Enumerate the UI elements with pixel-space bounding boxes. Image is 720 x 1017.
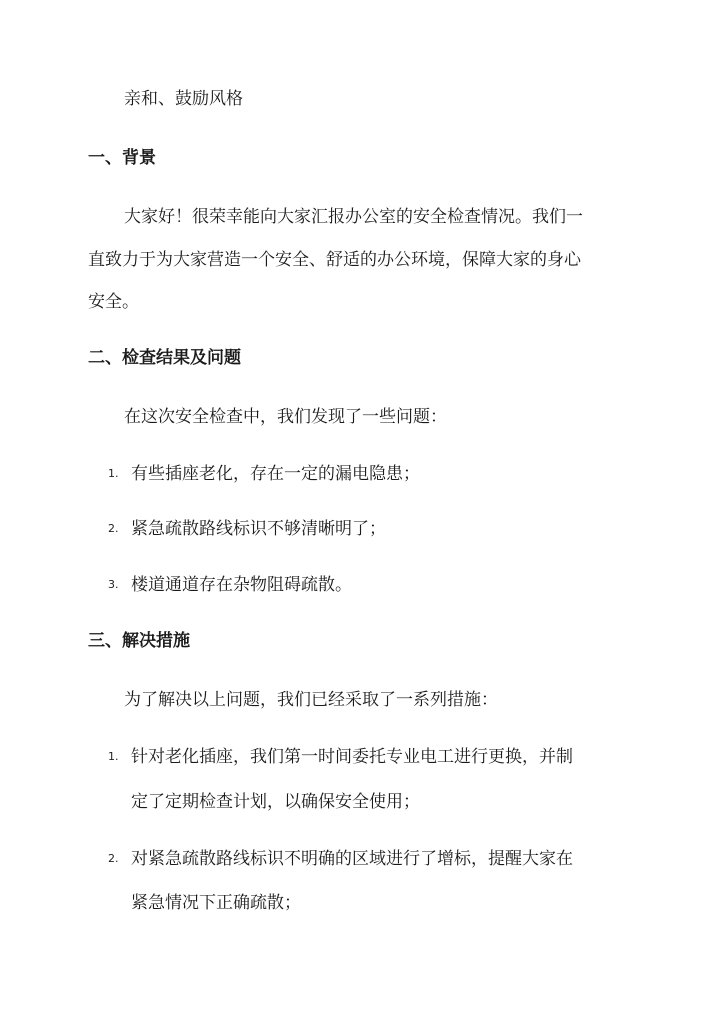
paragraph-line: 为了解决以上问题，我们已经采取了一系列措施： (124, 690, 498, 710)
list-item: 楼道通道存在杂物阻碍疏散。 (131, 575, 352, 595)
list-number: 2. (108, 852, 119, 865)
list-number: 2. (108, 522, 119, 535)
list-item: 对紧急疏散路线标识不明确的区域进行了增标，提醒大家在 (131, 849, 573, 869)
section-heading-solutions: 三、解决措施 (88, 631, 190, 651)
list-number: 1. (108, 467, 119, 480)
style-note: 亲和、鼓励风格 (124, 89, 243, 109)
paragraph-line: 安全。 (88, 292, 139, 312)
list-item: 紧急疏散路线标识不够清晰明了； (131, 519, 386, 539)
list-item: 有些插座老化，存在一定的漏电隐患； (131, 464, 420, 484)
list-item-continuation: 紧急情况下正确疏散； (131, 893, 301, 913)
list-item-continuation: 定了定期检查计划，以确保安全使用； (131, 792, 420, 812)
paragraph-line: 直致力于为大家营造一个安全、舒适的办公环境，保障大家的身心 (88, 250, 581, 270)
list-number: 1. (108, 750, 119, 763)
paragraph-line: 大家好！很荣幸能向大家汇报办公室的安全检查情况。我们一 (124, 207, 583, 227)
list-item: 针对老化插座，我们第一时间委托专业电工进行更换，并制 (131, 747, 573, 767)
paragraph-line: 在这次安全检查中，我们发现了一些问题： (124, 407, 447, 427)
section-heading-background: 一、背景 (88, 148, 156, 168)
list-number: 3. (108, 578, 119, 591)
section-heading-findings: 二、检查结果及问题 (88, 348, 241, 368)
